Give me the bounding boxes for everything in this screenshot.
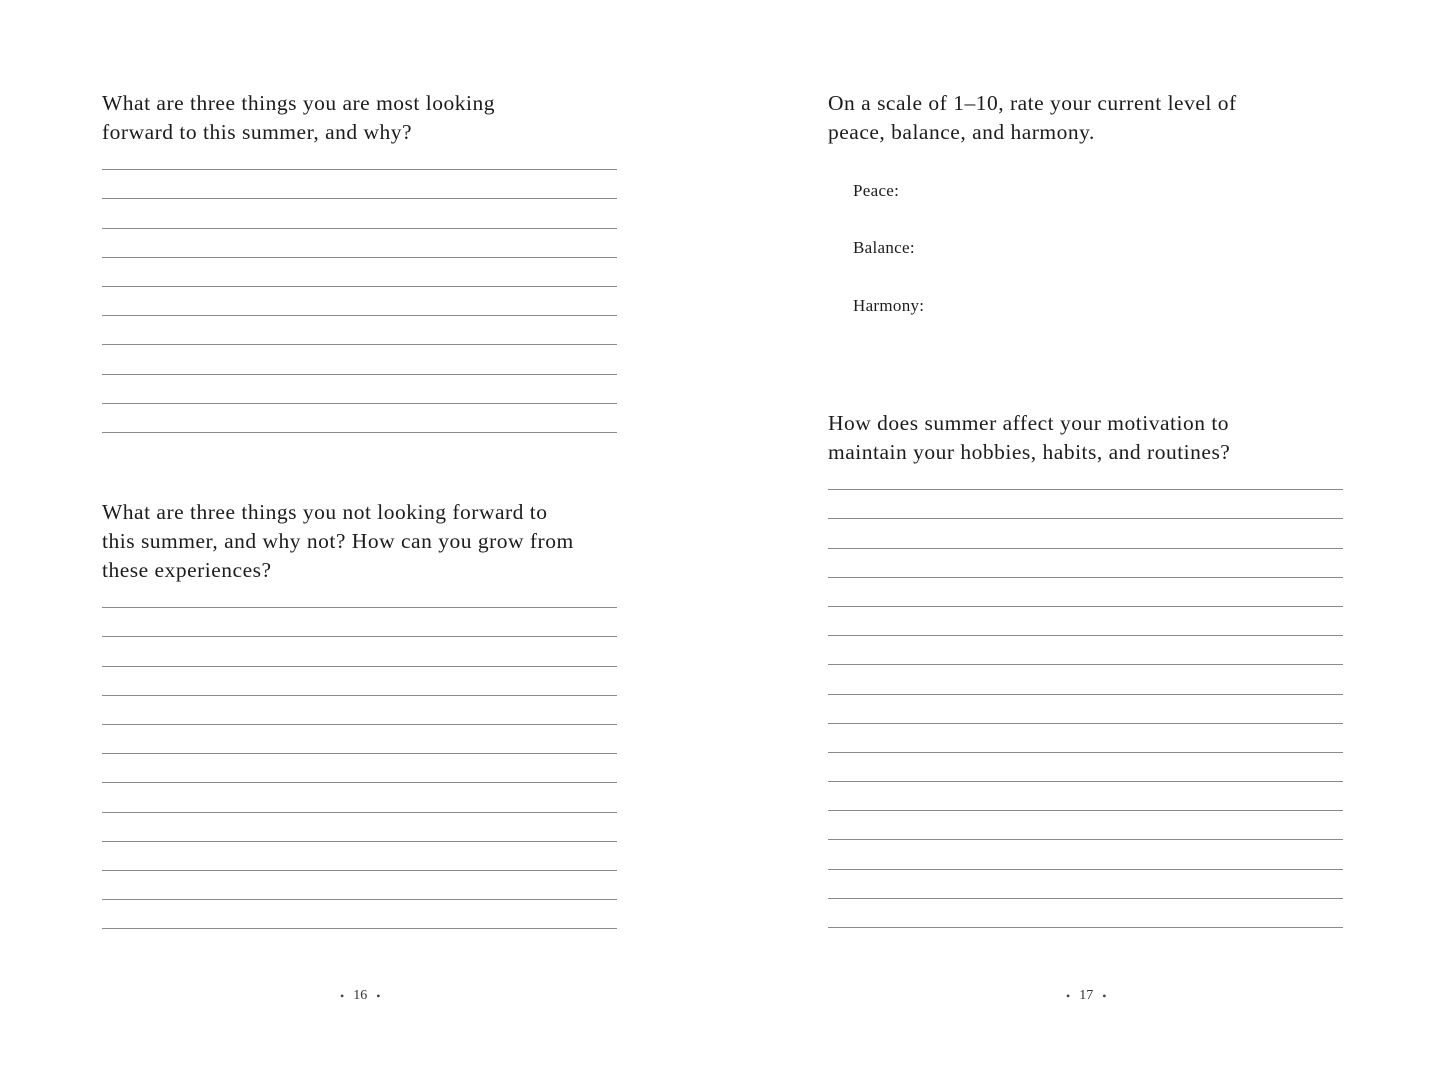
rating-label: Peace: — [853, 181, 900, 200]
writing-lines-question-2[interactable] — [828, 461, 1343, 928]
writing-line[interactable] — [828, 782, 1343, 811]
question-three-things-looking-forward — [102, 89, 495, 147]
question-line: How does summer affect your motivation to — [828, 411, 1230, 435]
writing-line[interactable] — [102, 813, 617, 842]
question-line: peace, balance, and harmony. — [828, 120, 1095, 144]
writing-line[interactable] — [828, 607, 1343, 636]
writing-line[interactable] — [102, 345, 617, 374]
writing-line[interactable] — [102, 754, 617, 783]
writing-line[interactable] — [102, 199, 617, 228]
writing-line[interactable] — [828, 519, 1343, 548]
question-rate-peace-balance-harmony — [828, 89, 1237, 147]
writing-line[interactable] — [102, 871, 617, 900]
page-number-value: 17 — [1079, 988, 1094, 1003]
writing-line[interactable] — [828, 461, 1343, 490]
writing-line[interactable] — [102, 637, 617, 666]
rating-label: Harmony: — [853, 296, 925, 315]
writing-lines-question-1[interactable] — [102, 141, 617, 433]
writing-line[interactable] — [828, 870, 1343, 899]
writing-line[interactable] — [828, 665, 1343, 694]
folio-dot: • — [376, 989, 381, 1003]
writing-lines-question-2[interactable] — [102, 579, 617, 929]
writing-line[interactable] — [102, 375, 617, 404]
writing-line[interactable] — [828, 899, 1343, 928]
writing-line[interactable] — [102, 783, 617, 812]
question-three-things-not-looking-forward — [102, 498, 574, 585]
writing-line[interactable] — [828, 724, 1343, 753]
writing-line[interactable] — [102, 316, 617, 345]
writing-line[interactable] — [828, 636, 1343, 665]
writing-line[interactable] — [102, 579, 617, 608]
right-page — [722, 0, 1444, 1084]
question-line: On a scale of 1–10, rate your current level of — [828, 91, 1237, 115]
question-line: What are three things you are most looking — [102, 91, 495, 115]
question-line: these experiences? — [102, 558, 272, 582]
rating-label: Balance: — [853, 238, 915, 257]
writing-line[interactable] — [828, 753, 1343, 782]
rating-balance[interactable] — [853, 238, 915, 258]
question-line: What are three things you not looking forward to — [102, 500, 548, 524]
writing-line[interactable] — [828, 549, 1343, 578]
page-number — [340, 986, 380, 1006]
question-line: forward to this summer, and why? — [102, 120, 413, 144]
writing-line[interactable] — [828, 840, 1343, 869]
writing-line[interactable] — [828, 578, 1343, 607]
writing-line[interactable] — [102, 404, 617, 433]
rating-peace[interactable] — [853, 181, 899, 201]
writing-line[interactable] — [828, 811, 1343, 840]
writing-line[interactable] — [102, 667, 617, 696]
writing-line[interactable] — [102, 141, 617, 170]
rating-harmony[interactable] — [853, 296, 924, 316]
writing-line[interactable] — [102, 842, 617, 871]
page-number-value: 16 — [353, 988, 368, 1003]
folio-dot: • — [1102, 989, 1107, 1003]
writing-line[interactable] — [102, 170, 617, 199]
question-line: this summer, and why not? How can you grow from — [102, 529, 574, 553]
writing-line[interactable] — [102, 608, 617, 637]
writing-line[interactable] — [102, 696, 617, 725]
writing-line[interactable] — [828, 490, 1343, 519]
question-summer-motivation — [828, 409, 1230, 467]
writing-line[interactable] — [828, 695, 1343, 724]
writing-line[interactable] — [102, 900, 617, 929]
folio-dot: • — [1066, 989, 1071, 1003]
question-line: maintain your hobbies, habits, and routines? — [828, 440, 1231, 464]
page-number — [1066, 986, 1106, 1006]
writing-line[interactable] — [102, 229, 617, 258]
writing-line[interactable] — [102, 287, 617, 316]
writing-line[interactable] — [102, 258, 617, 287]
left-page — [0, 0, 722, 1084]
folio-dot: • — [340, 989, 345, 1003]
writing-line[interactable] — [102, 725, 617, 754]
